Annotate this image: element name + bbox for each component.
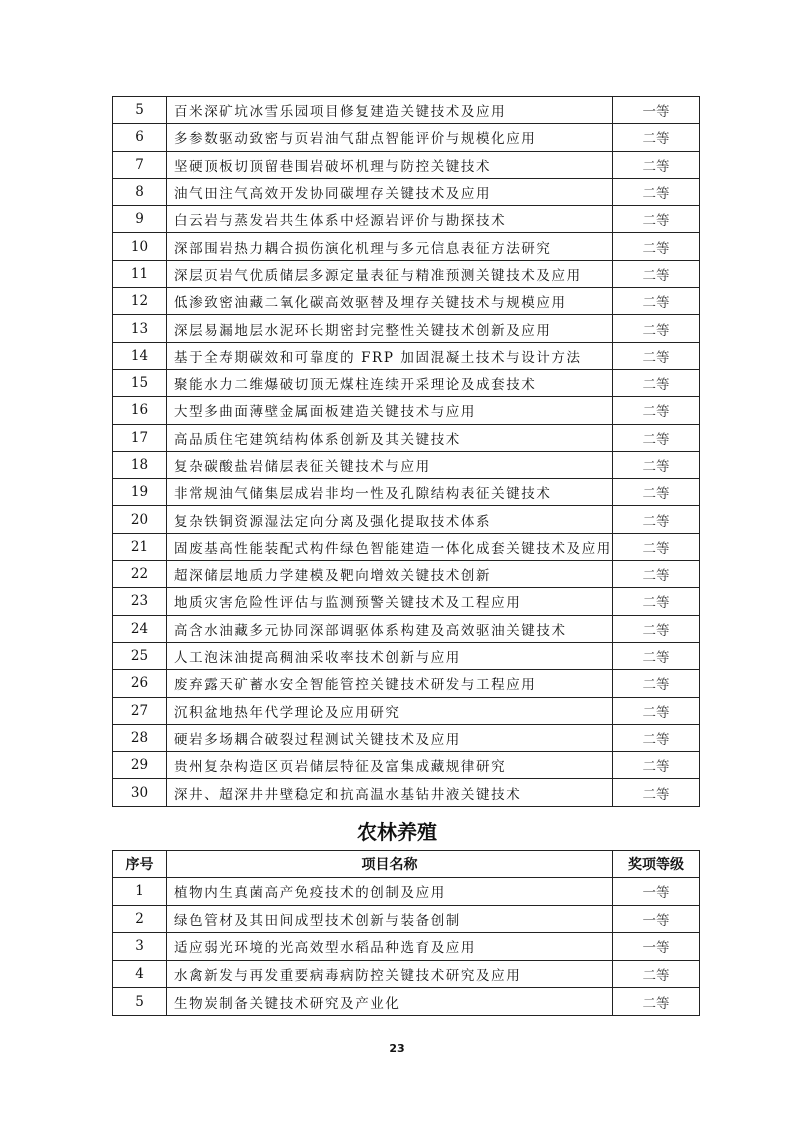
table-row: [113, 752, 700, 779]
row-number: 5: [113, 97, 167, 124]
table-row: [113, 288, 700, 315]
project-name: 绿色管材及其田间成型技术创新与装备创制: [167, 905, 613, 933]
project-name: 深井、超深井井壁稳定和抗高温水基钻井液关键技术: [167, 779, 613, 806]
award-level: 二等: [613, 779, 700, 806]
table-row: [113, 206, 700, 233]
row-number: 19: [113, 479, 167, 506]
row-number: 18: [113, 451, 167, 478]
project-name: 废弃露天矿蓄水安全智能管控关键技术研发与工程应用: [167, 670, 613, 697]
award-level: 二等: [613, 479, 700, 506]
award-level: 一等: [613, 905, 700, 933]
award-level: 二等: [613, 233, 700, 260]
row-number: 14: [113, 342, 167, 369]
header-project-name: 项目名称: [167, 851, 613, 878]
award-level: 二等: [613, 260, 700, 287]
table-row: [113, 369, 700, 396]
table-row: [113, 878, 700, 906]
table-row: [113, 933, 700, 961]
row-number: 12: [113, 288, 167, 315]
award-level: 二等: [613, 342, 700, 369]
award-level: 二等: [613, 124, 700, 151]
row-number: 30: [113, 779, 167, 806]
table-row: [113, 424, 700, 451]
award-level: 二等: [613, 288, 700, 315]
table-row: [113, 342, 700, 369]
table-row: [113, 97, 700, 124]
project-name: 植物内生真菌高产免疫技术的创制及应用: [167, 878, 613, 906]
award-level: 二等: [613, 397, 700, 424]
row-number: 23: [113, 588, 167, 615]
project-name: 人工泡沫油提高稠油采收率技术创新与应用: [167, 642, 613, 669]
row-number: 2: [113, 905, 167, 933]
award-level: 二等: [613, 561, 700, 588]
table-row: [113, 315, 700, 342]
award-level: 二等: [613, 615, 700, 642]
table-header-row: [113, 851, 700, 878]
row-number: 6: [113, 124, 167, 151]
agriculture-awards-table: [112, 850, 700, 1016]
table-row: [113, 960, 700, 988]
award-level: 二等: [613, 424, 700, 451]
award-level: 二等: [613, 151, 700, 178]
table-row: [113, 670, 700, 697]
row-number: 15: [113, 369, 167, 396]
project-name: 生物炭制备关键技术研究及产业化: [167, 988, 613, 1016]
award-level: 二等: [613, 988, 700, 1016]
award-level: 二等: [613, 451, 700, 478]
project-name: 非常规油气储集层成岩非均一性及孔隙结构表征关键技术: [167, 479, 613, 506]
project-name: 深层易漏地层水泥环长期密封完整性关键技术创新及应用: [167, 315, 613, 342]
row-number: 21: [113, 533, 167, 560]
project-name: 固废基高性能装配式构件绿色智能建造一体化成套关键技术及应用: [167, 533, 613, 560]
project-name: 贵州复杂构造区页岩储层特征及富集成藏规律研究: [167, 752, 613, 779]
project-name: 坚硬顶板切顶留巷围岩破坏机理与防控关键技术: [167, 151, 613, 178]
award-level: 二等: [613, 697, 700, 724]
table-row: [113, 506, 700, 533]
table-row: [113, 905, 700, 933]
table-row: [113, 561, 700, 588]
table-row: [113, 724, 700, 751]
row-number: 7: [113, 151, 167, 178]
table-row: [113, 178, 700, 205]
row-number: 10: [113, 233, 167, 260]
project-name: 硬岩多场耦合破裂过程测试关键技术及应用: [167, 724, 613, 751]
project-name: 聚能水力二维爆破切顶无煤柱连续开采理论及成套技术: [167, 369, 613, 396]
award-level: 二等: [613, 588, 700, 615]
award-level: 二等: [613, 506, 700, 533]
project-name: 复杂碳酸盐岩储层表征关键技术与应用: [167, 451, 613, 478]
row-number: 29: [113, 752, 167, 779]
award-level: 二等: [613, 206, 700, 233]
row-number: 22: [113, 561, 167, 588]
award-level: 二等: [613, 533, 700, 560]
table-row: [113, 260, 700, 287]
table-row: [113, 124, 700, 151]
award-level: 二等: [613, 369, 700, 396]
table-row: [113, 451, 700, 478]
row-number: 27: [113, 697, 167, 724]
project-name: 低渗致密油藏二氧化碳高效驱替及埋存关键技术与规模应用: [167, 288, 613, 315]
row-number: 11: [113, 260, 167, 287]
row-number: 1: [113, 878, 167, 906]
row-number: 24: [113, 615, 167, 642]
table-row: [113, 533, 700, 560]
project-name: 多参数驱动致密与页岩油气甜点智能评价与规模化应用: [167, 124, 613, 151]
row-number: 20: [113, 506, 167, 533]
project-name: 复杂铁铜资源湿法定向分离及强化提取技术体系: [167, 506, 613, 533]
awards-table-continued: [112, 96, 700, 807]
award-level: 二等: [613, 642, 700, 669]
table-row: [113, 642, 700, 669]
row-number: 26: [113, 670, 167, 697]
project-name: 适应弱光环境的光高效型水稻品种选育及应用: [167, 933, 613, 961]
project-name: 白云岩与蒸发岩共生体系中烃源岩评价与勘探技术: [167, 206, 613, 233]
row-number: 3: [113, 933, 167, 961]
award-level: 一等: [613, 933, 700, 961]
header-number: 序号: [113, 851, 167, 878]
row-number: 17: [113, 424, 167, 451]
project-name: 基于全寿期碳效和可靠度的 FRP 加固混凝土技术与设计方法: [167, 342, 613, 369]
row-number: 9: [113, 206, 167, 233]
project-name: 深层页岩气优质储层多源定量表征与精准预测关键技术及应用: [167, 260, 613, 287]
award-level: 二等: [613, 178, 700, 205]
table-row: [113, 779, 700, 806]
award-level: 二等: [613, 670, 700, 697]
table-row: [113, 151, 700, 178]
project-name: 超深储层地质力学建模及靶向增效关键技术创新: [167, 561, 613, 588]
page-number: 23: [389, 1042, 405, 1055]
award-level: 二等: [613, 315, 700, 342]
award-level: 二等: [613, 724, 700, 751]
table-row: [113, 233, 700, 260]
row-number: 5: [113, 988, 167, 1016]
project-name: 百米深矿坑冰雪乐园项目修复建造关键技术及应用: [167, 97, 613, 124]
table-row: [113, 615, 700, 642]
table-row: [113, 988, 700, 1016]
row-number: 13: [113, 315, 167, 342]
project-name: 大型多曲面薄壁金属面板建造关键技术与应用: [167, 397, 613, 424]
project-name: 高含水油藏多元协同深部调驱体系构建及高效驱油关键技术: [167, 615, 613, 642]
table-row: [113, 397, 700, 424]
award-level: 一等: [613, 97, 700, 124]
row-number: 16: [113, 397, 167, 424]
project-name: 地质灾害危险性评估与监测预警关键技术及工程应用: [167, 588, 613, 615]
project-name: 水禽新发与再发重要病毒病防控关键技术研究及应用: [167, 960, 613, 988]
section-title: 农林养殖: [357, 820, 437, 844]
table-row: [113, 588, 700, 615]
project-name: 油气田注气高效开发协同碳埋存关键技术及应用: [167, 178, 613, 205]
row-number: 28: [113, 724, 167, 751]
project-name: 深部围岩热力耦合损伤演化机理与多元信息表征方法研究: [167, 233, 613, 260]
table-row: [113, 479, 700, 506]
table-row: [113, 697, 700, 724]
project-name: 高品质住宅建筑结构体系创新及其关键技术: [167, 424, 613, 451]
award-level: 一等: [613, 878, 700, 906]
row-number: 25: [113, 642, 167, 669]
row-number: 4: [113, 960, 167, 988]
header-award-level: 奖项等级: [613, 851, 700, 878]
row-number: 8: [113, 178, 167, 205]
award-level: 二等: [613, 960, 700, 988]
project-name: 沉积盆地热年代学理论及应用研究: [167, 697, 613, 724]
award-level: 二等: [613, 752, 700, 779]
